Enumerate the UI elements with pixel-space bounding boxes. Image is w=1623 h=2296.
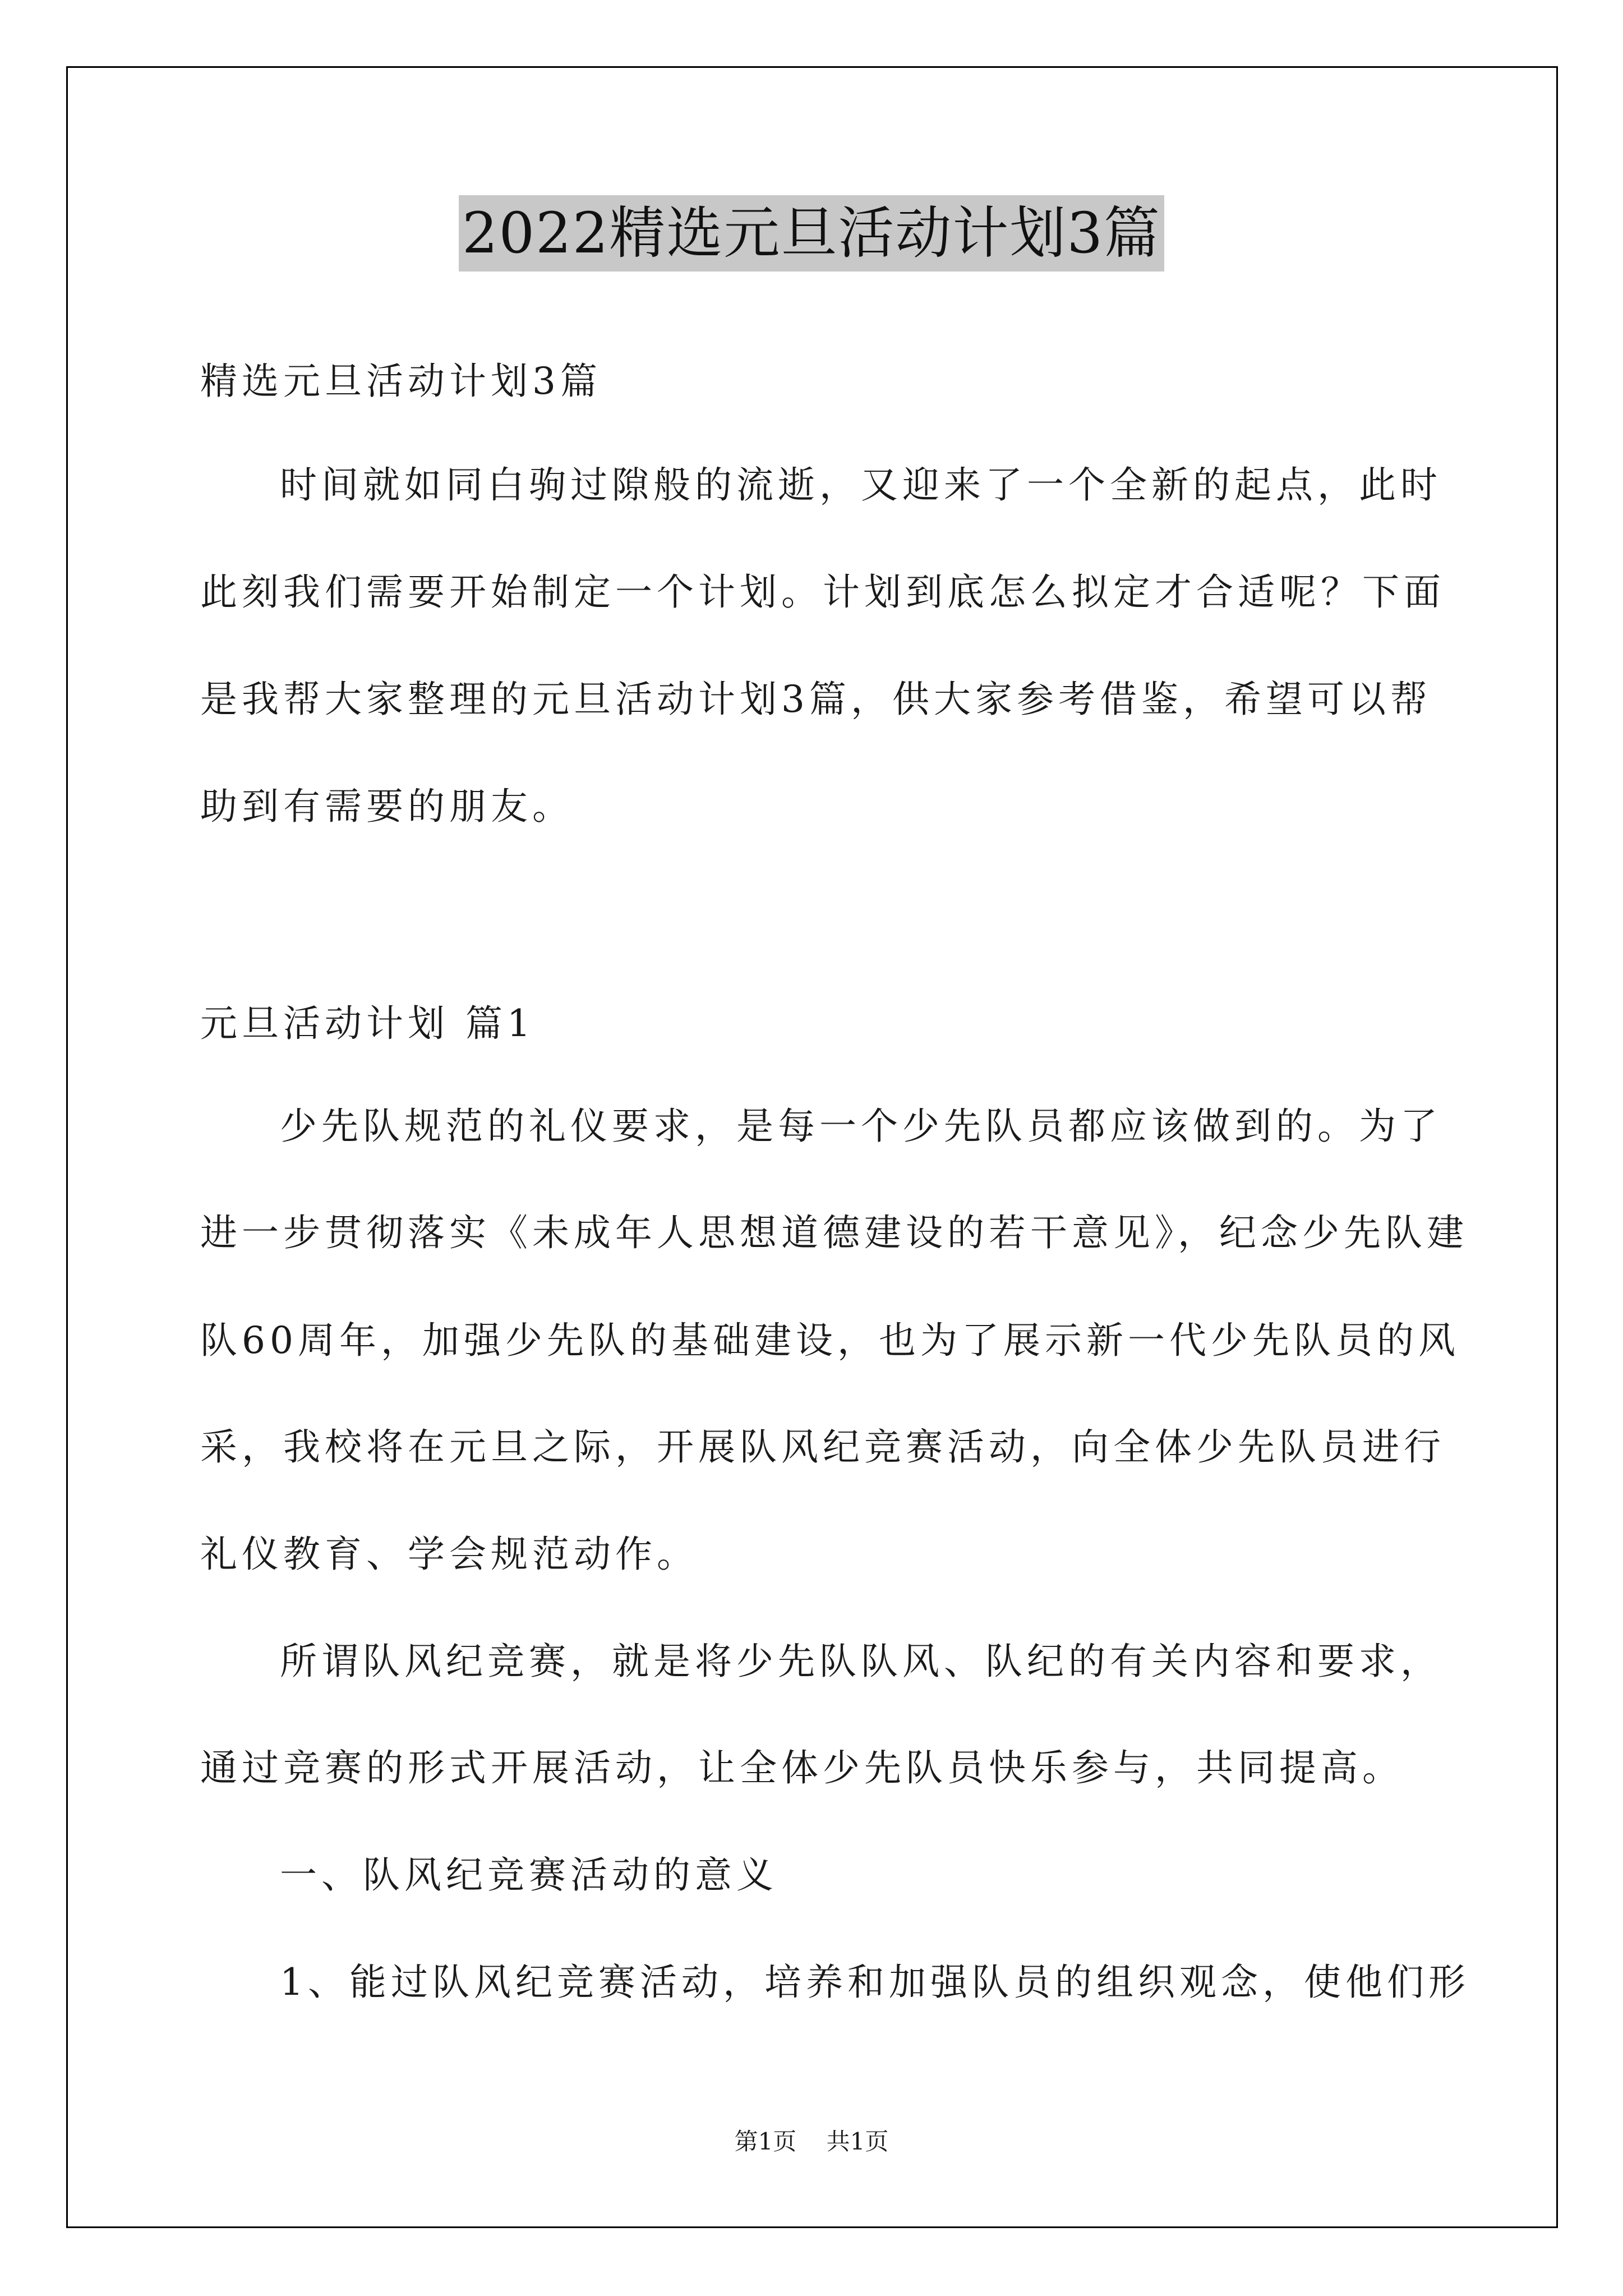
intro-line: 是我帮大家整理的元旦活动计划3篇，供大家参考借鉴，希望可以帮 [200,678,1432,721]
document-subtitle: 精选元旦活动计划3篇 [200,360,602,403]
list-item: 1、能过队风纪竞赛活动，培养和加强队员的组织观念，使他们形 [280,1961,1470,2004]
intro-line: 助到有需要的朋友。 [200,785,574,828]
paragraph-line: 队60周年，加强少先队的基础建设，也为了展示新一代少先队员的风 [200,1319,1460,1362]
section-heading: 元旦活动计划 篇1 [200,1002,535,1045]
intro-line: 时间就如同白驹过隙般的流逝，又迎来了一个全新的起点，此时 [280,463,1442,507]
title-container [0,195,1623,272]
intro-line: 此刻我们需要开始制定一个计划。计划到底怎么拟定才合适呢？下面 [200,570,1445,614]
page-total: 共1页 [826,2128,889,2155]
document-title: 2022精选元旦活动计划3篇 [459,195,1164,272]
paragraph-line: 少先队规范的礼仪要求，是每一个少先队员都应该做到的。为了 [280,1105,1442,1148]
paragraph-line: 礼仪教育、学会规范动作。 [200,1533,698,1576]
subheading: 一、队风纪竞赛活动的意义 [280,1853,778,1897]
page-footer [0,2125,1623,2159]
paragraph-line: 采，我校将在元旦之际，开展队风纪竞赛活动，向全体少先队员进行 [200,1425,1445,1469]
paragraph-line: 所谓队风纪竞赛，就是将少先队队风、队纪的有关内容和要求， [280,1640,1442,1683]
paragraph-line: 通过竞赛的形式开展活动，让全体少先队员快乐参与，共同提高。 [200,1746,1404,1789]
page-number: 第1页 [734,2128,797,2155]
paragraph-line: 进一步贯彻落实《未成年人思想道德建设的若干意见》，纪念少先队建 [200,1211,1468,1254]
